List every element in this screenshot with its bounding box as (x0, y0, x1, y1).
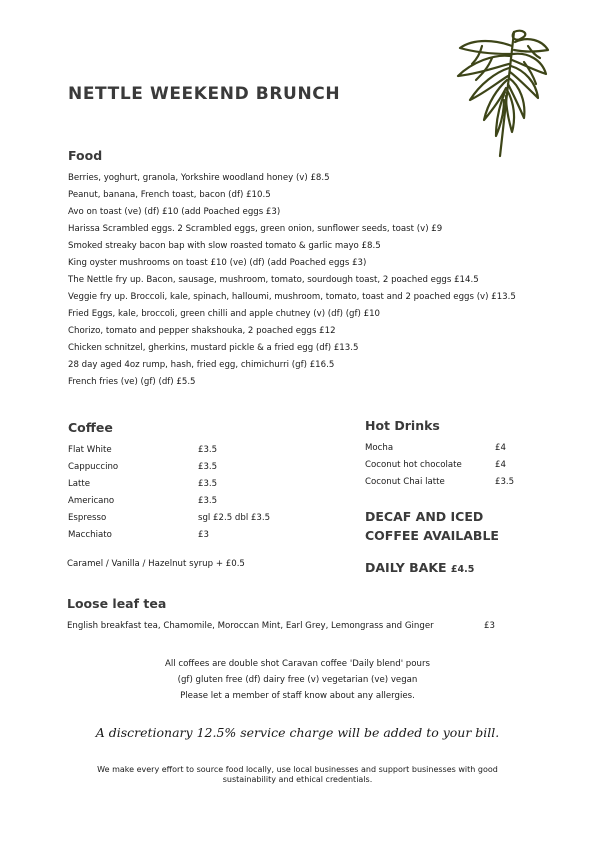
footer-line: sustainability and ethical credentials. (222, 775, 373, 784)
tea-price: £3 (484, 621, 495, 631)
item-price: sgl £2.5 dbl £3.5 (198, 513, 271, 523)
note-line: Please let a member of staff know about any allergies. (180, 691, 415, 701)
item-price: £3.5 (495, 477, 515, 487)
footer-line: We make every effort to source food locally, use local businesses and support businesses with good (97, 765, 498, 774)
list-item (365, 474, 545, 491)
list-item: Avo on toast (ve) (df) £10 (add Poached eggs £3) (68, 207, 281, 217)
list-item: Chorizo, tomato and pepper shakshouka, 2 poached eggs £12 (68, 326, 336, 336)
page-title: NETTLE WEEKEND BRUNCH (68, 84, 341, 104)
list-item: Fried Eggs, kale, broccoli, green chilli and apple chutney (v) (df) (gf) £10 (68, 309, 381, 319)
coffee-list (68, 442, 298, 544)
notes (0, 656, 595, 704)
list-item (68, 442, 298, 459)
item-name: Flat White (68, 445, 112, 455)
list-item: Berries, yoghurt, granola, Yorkshire woodland honey (v) £8.5 (68, 173, 330, 183)
tea-line: English breakfast tea, Chamomile, Moroccan Mint, Earl Grey, Lemongrass and Ginger (67, 621, 434, 631)
item-price: £4 (495, 443, 506, 453)
item-price: £3.5 (198, 496, 218, 506)
food-list (68, 170, 516, 391)
note-line: All coffees are double shot Caravan coffee 'Daily blend' pours (165, 659, 430, 669)
decaf-line: COFFEE AVAILABLE (365, 528, 499, 543)
item-name: Espresso (68, 513, 107, 523)
list-item (68, 510, 298, 527)
daily-bake (365, 558, 474, 579)
tea-heading: Loose leaf tea (67, 596, 167, 611)
decaf-notice (365, 507, 499, 545)
item-name: Coconut Chai latte (365, 477, 445, 487)
list-item (365, 457, 545, 474)
note-line: (gf) gluten free (df) dairy free (v) vegetarian (ve) vegan (177, 675, 418, 685)
hot-drinks-list (365, 440, 545, 491)
list-item: The Nettle fry up. Bacon, sausage, mushroom, tomato, sourdough toast, 2 poached eggs £14.5 (68, 275, 479, 285)
item-name: Mocha (365, 443, 394, 453)
list-item (68, 493, 298, 510)
item-name: Macchiato (68, 530, 112, 540)
service-charge: A discretionary 12.5% service charge will be added to your bill. (95, 725, 500, 740)
list-item: Smoked streaky bacon bap with slow roasted tomato & garlic mayo £8.5 (68, 241, 381, 251)
list-item: King oyster mushrooms on toast £10 (ve) (df) (add Poached eggs £3) (68, 258, 367, 268)
daily-bake-price: £4.5 (450, 564, 475, 575)
syrup-line: Caramel / Vanilla / Hazelnut syrup + £0.5 (67, 559, 245, 569)
item-price: £3.5 (198, 445, 218, 455)
list-item (68, 476, 298, 493)
list-item: Chicken schnitzel, gherkins, mustard pickle & a fried egg (df) £13.5 (68, 343, 359, 353)
list-item: Veggie fry up. Broccoli, kale, spinach, halloumi, mushroom, tomato, toast and 2 poached eggs (v) £13.5 (68, 292, 516, 302)
item-name: Cappuccino (68, 462, 119, 472)
list-item: Harissa Scrambled eggs. 2 Scrambled eggs, green onion, sunflower seeds, toast (v) £9 (68, 224, 443, 234)
list-item (365, 440, 545, 457)
list-item: 28 day aged 4oz rump, hash, fried egg, chimichurri (gf) £16.5 (68, 360, 335, 370)
nettle-leaf-icon (452, 24, 552, 160)
item-price: £3.5 (198, 462, 218, 472)
item-price: £3 (198, 530, 209, 540)
item-name: Coconut hot chocolate (365, 460, 462, 470)
footer (0, 765, 595, 785)
list-item: French fries (ve) (gf) (df) £5.5 (68, 377, 196, 387)
item-name: Latte (68, 479, 91, 489)
list-item: Peanut, banana, French toast, bacon (df) £10.5 (68, 190, 271, 200)
food-heading: Food (68, 148, 103, 163)
item-name: Americano (68, 496, 115, 506)
hot-drinks-heading: Hot Drinks (365, 418, 440, 433)
item-price: £3.5 (198, 479, 218, 489)
decaf-line: DECAF AND ICED (365, 509, 484, 524)
list-item (68, 459, 298, 476)
daily-bake-label: DAILY BAKE (365, 560, 447, 575)
item-price: £4 (495, 460, 506, 470)
coffee-heading: Coffee (68, 420, 113, 435)
list-item (68, 527, 298, 544)
